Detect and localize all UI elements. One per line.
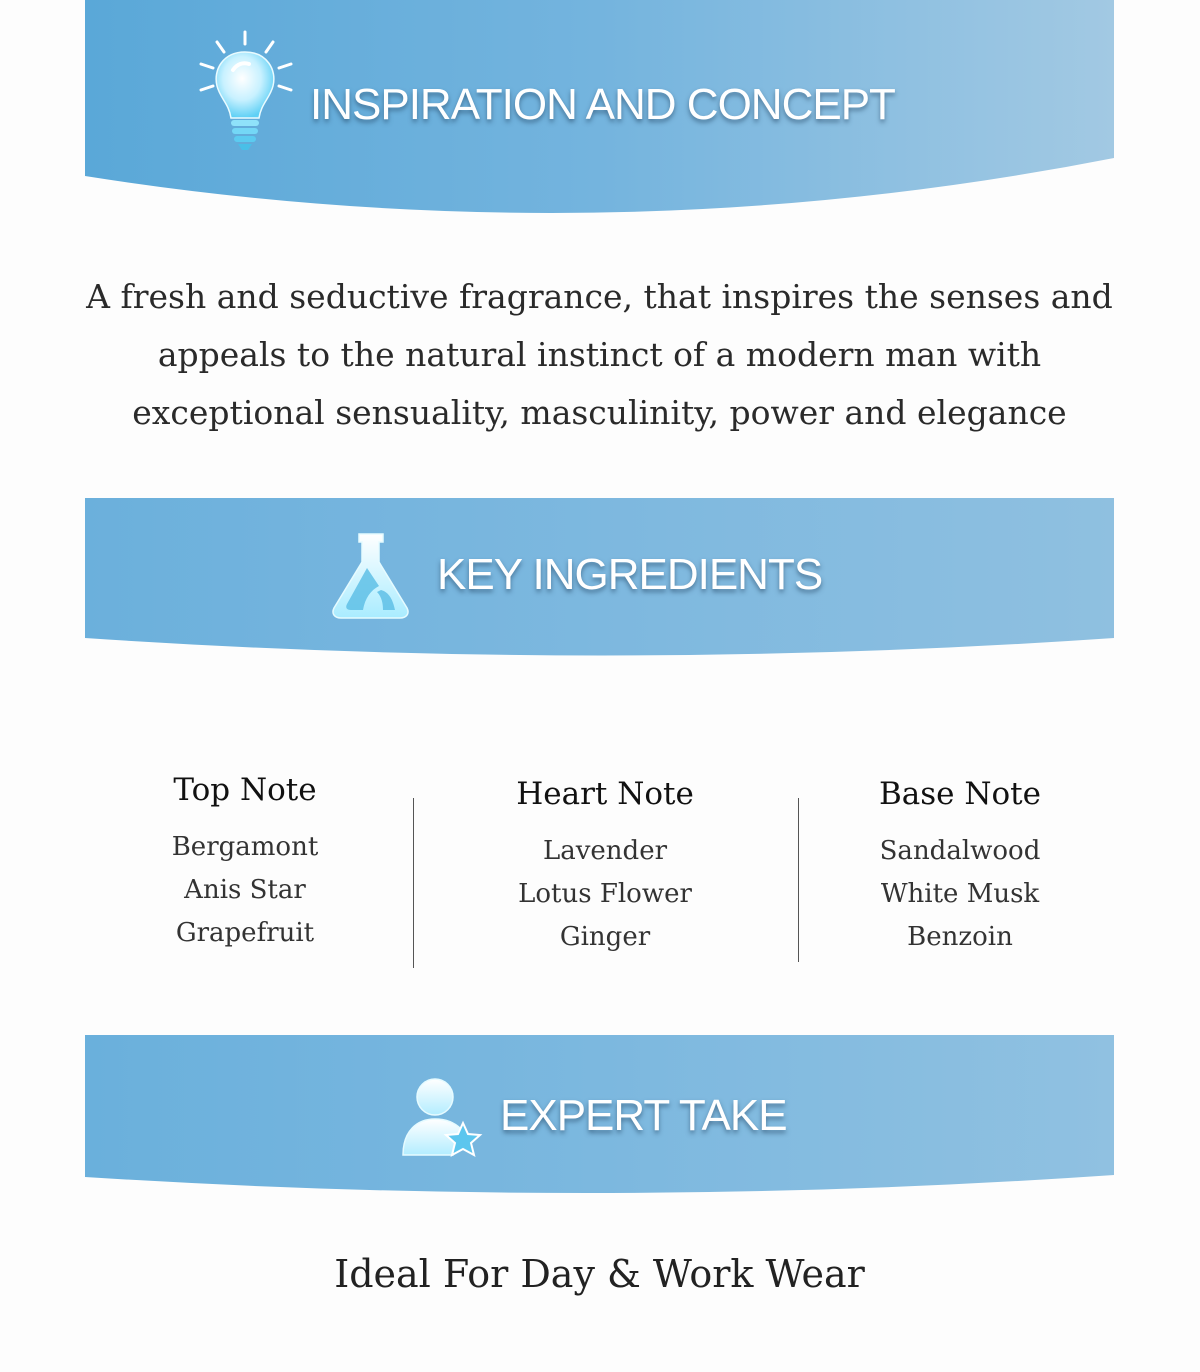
list-item: Grapefruit <box>175 918 315 948</box>
user-star-icon <box>397 1073 487 1163</box>
flask-icon <box>323 528 418 623</box>
top-note-list <box>145 826 345 955</box>
expert-title: EXPERT TAKE <box>500 1091 787 1140</box>
heart-note-heading: Heart Note <box>516 776 694 812</box>
base-note-heading: Base Note <box>879 776 1041 812</box>
ingredients-banner <box>85 498 1114 658</box>
top-note-column <box>145 772 345 955</box>
list-item: Lavender <box>542 836 668 866</box>
base-note-column <box>850 776 1070 959</box>
concept-title: INSPIRATION AND CONCEPT <box>310 80 895 129</box>
column-divider <box>413 798 414 968</box>
expert-banner <box>85 1035 1114 1195</box>
heart-note-list <box>480 830 730 959</box>
lightbulb-icon <box>193 28 303 153</box>
list-item: White Musk <box>880 879 1040 909</box>
list-item: Anis Star <box>184 875 306 905</box>
list-item: Bergamont <box>171 832 319 862</box>
column-divider <box>798 798 799 962</box>
top-note-heading: Top Note <box>173 772 317 808</box>
concept-description: A fresh and seductive fragrance, that inspires the senses and appeals to the natural instinct of a modern man with exceptional sensuality, masculinity, power and elegance <box>86 277 1113 432</box>
list-item: Sandalwood <box>879 836 1041 866</box>
list-item: Ginger <box>559 922 651 952</box>
ingredients-title: KEY INGREDIENTS <box>437 550 823 599</box>
list-item: Lotus Flower <box>518 879 692 909</box>
expert-description: Ideal For Day & Work Wear <box>334 1252 865 1296</box>
heart-note-column <box>480 776 730 959</box>
base-note-list <box>850 830 1070 959</box>
concept-banner <box>85 0 1114 220</box>
list-item: Benzoin <box>907 922 1013 952</box>
